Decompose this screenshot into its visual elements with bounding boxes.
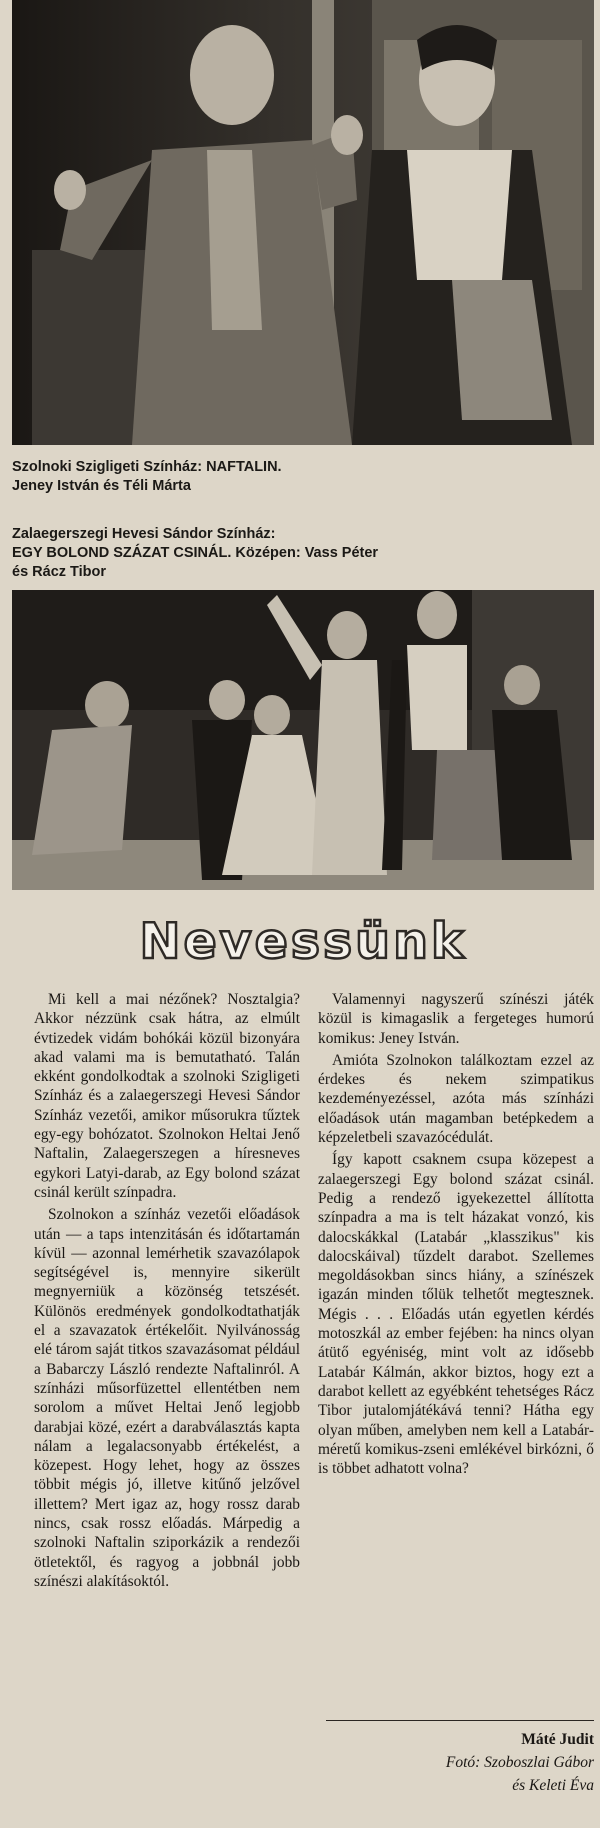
caption-egy-bolond-line3: és Rácz Tibor xyxy=(12,564,107,580)
photo-credit-line2: és Keleti Éva xyxy=(512,1777,594,1794)
article-paragraph: Amióta Szolnokon találkoztam ezzel az érdekes és nekem szimpatikus kezdeményezéssel, azóta más színházi előadások után magamban betépkedem a képzeletbeli szavazócédulát. xyxy=(318,1051,594,1147)
photo-egy-bolond-image xyxy=(12,590,594,890)
article-paragraph: Így kapott csaknem csupa közepest a zalaegerszegi Egy bolond százat csinál. Pedig a rendező igyekezettel állította színpadra a ma is telt házakat vonzó, kis dalocskákkal (Latabár „klasszikus" kis dalocskáival) tűzdelt darabot. Szellemes megoldásokban sincs hiány, a színészek igazán minden tőlük telhetőt megtesznek. Mégis . . . Előadás után egyetlen kérdés motoszkál az ember fejében: ha nincs olyan átütő egyéniség, mint volt az idősebb Latabár Kálmán, akkor biztos, hogy ezt a darabot kellett az egyébként tehetséges Rácz Tibor jutalomjátékává tenni? Hátha egy olyan műben, amelyben nem kell a Latabár-méretű komikus-zseni emlékével birkózni, ő is többet adhatott volna? xyxy=(318,1151,594,1478)
photo-egy-bolond-scene xyxy=(12,590,594,890)
article-paragraph: Valamennyi nagyszerű színészi játék közül is kimagaslik a fergeteges humorú komikus: Jeney István. xyxy=(318,991,594,1047)
signature-divider xyxy=(326,1720,594,1721)
byline xyxy=(318,1728,594,1797)
article-column-right xyxy=(318,990,594,1481)
photo-naftalin-scene xyxy=(12,0,594,445)
caption-egy-bolond-line2: EGY BOLOND SZÁZAT CSINÁL. Középen: Vass Péter xyxy=(12,545,379,561)
caption-naftalin-line1: Szolnoki Szigligeti Színház: NAFTALIN. xyxy=(12,459,282,475)
caption-egy-bolond-line1: Zalaegerszegi Hevesi Sándor Színház: xyxy=(12,526,276,542)
article-column-left xyxy=(34,990,300,1594)
article-paragraph: Mi kell a mai nézőnek? Nosztalgia? Akkor nézzünk csak hátra, az elmúlt évtizedek vidám bohókái közül bizonyára akad valami ma is bemutatható. Talán ekként gondolkodtak a szolnoki Szigligeti Színház és a zalaegerszegi Hevesi Sándor Színház vezetői, amikor műsorukra tűztek egy-egy bohózatot. Szolnokon Heltai Jenő Naftalin, Zalaegerszegen a híresneves egykori Latyi-darab, az Egy bolond százat csinál került színpadra. xyxy=(34,991,300,1201)
headline: Nevessünk xyxy=(139,913,467,970)
caption-naftalin xyxy=(12,458,592,496)
article-paragraph: Szolnokon a színház vezetői előadások után — a taps intenzitásán és időtartamán kívül — azonnal lemérhetik szavazólapok segítségével is, mennyire sikerült megnyerniük a közönség tetszését. Különös eredmények gondolkodtathatják el a szavazatok értékelőit. Nyilvánosság elé tárom saját titkos szavazásomat például a Babarczy László rendezte Naftalinról. A színházi műsorfüzettel ellentétben nem sorolom a művet Heltai Jenő legjobb darabjai közé, ezért a darabválasztás kapta nálam a legalacsonyabb értékelést, a közepest. Hogy lehet, hogy az összes többit mégis jó, illetve kitűnő jelzővel illettem? Mert igaz az, hogy rossz darab nincs, csak rossz előadás. Márpedig a szolnoki Naftalin sziporkázik a rendezői ötletektől, és ragyog a jobbnál jobb színészi alakításoktól. xyxy=(34,1206,300,1590)
caption-egy-bolond xyxy=(12,525,592,582)
photo-credit-line1: Fotó: Szoboszlai Gábor xyxy=(445,1754,594,1771)
caption-naftalin-line2: Jeney István és Téli Márta xyxy=(12,478,191,494)
photo-naftalin-image xyxy=(12,0,594,445)
byline-author: Máté Judit xyxy=(521,1731,594,1748)
